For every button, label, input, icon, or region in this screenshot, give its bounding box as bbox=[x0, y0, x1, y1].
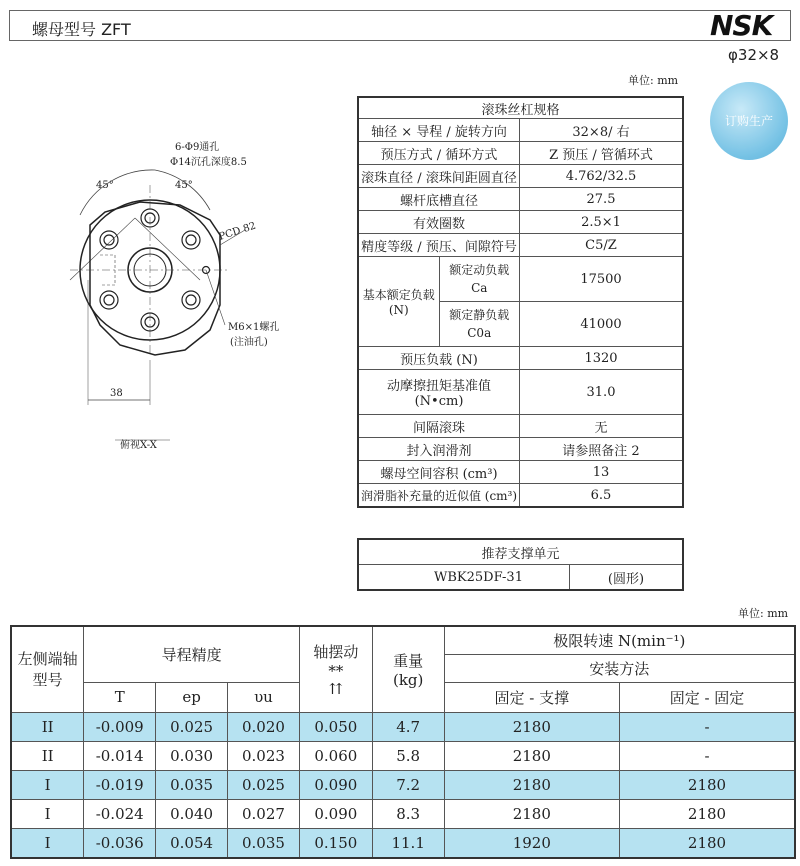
cell-weight: 8.3 bbox=[372, 799, 444, 828]
cell-weight: 4.7 bbox=[372, 712, 444, 741]
cell-vu: 0.027 bbox=[228, 799, 300, 828]
spec-value: 请参照备注 2 bbox=[520, 438, 684, 461]
dyn-load-cell bbox=[439, 257, 520, 302]
dyn-load-symbol: Ca bbox=[471, 281, 488, 295]
cell-weight: 5.8 bbox=[372, 741, 444, 770]
cell-fixed-support: 2180 bbox=[444, 799, 619, 828]
angle-label-1: 45° bbox=[96, 180, 114, 191]
oil-hole-label: M6×1螺孔 bbox=[228, 322, 280, 333]
spec-value: 2.5×1 bbox=[520, 211, 684, 234]
spec-table bbox=[357, 96, 684, 508]
cell-type: II bbox=[11, 741, 84, 770]
spec-label: 封入润滑剂 bbox=[358, 438, 520, 461]
cell-T: -0.024 bbox=[84, 799, 156, 828]
torque-unit: (N•cm) bbox=[414, 394, 464, 409]
cell-type: I bbox=[11, 770, 84, 799]
table-row bbox=[11, 799, 795, 828]
cell-vu: 0.023 bbox=[228, 741, 300, 770]
cell-type: II bbox=[11, 712, 84, 741]
runout-label: 轴摆动 bbox=[313, 642, 359, 661]
spec-value: 无 bbox=[520, 415, 684, 438]
spec-value: 13 bbox=[520, 461, 684, 484]
static-load-label: 额定静负载 bbox=[449, 308, 510, 322]
cell-vu: 0.025 bbox=[228, 770, 300, 799]
table-row bbox=[11, 828, 795, 858]
cell-weight: 11.1 bbox=[372, 828, 444, 858]
header-vu: υu bbox=[228, 682, 300, 712]
cell-T: -0.019 bbox=[84, 770, 156, 799]
cell-fixed-fixed: - bbox=[620, 712, 795, 741]
torque-value: 31.0 bbox=[520, 370, 684, 415]
runout-symbol-icon: ⇈ bbox=[329, 679, 343, 698]
header-runout bbox=[299, 626, 372, 712]
header-weight bbox=[372, 626, 444, 712]
static-load-cell bbox=[439, 302, 520, 347]
cell-weight: 7.2 bbox=[372, 770, 444, 799]
header-T: T bbox=[84, 682, 156, 712]
nsk-logo: NSK bbox=[710, 9, 773, 42]
spec-label: 间隔滚珠 bbox=[358, 415, 520, 438]
spec-label: 螺母空间容积 (cm³) bbox=[358, 461, 520, 484]
cell-type: I bbox=[11, 799, 84, 828]
load-unit: (N) bbox=[388, 303, 409, 317]
spec-value: 4.762/32.5 bbox=[520, 165, 684, 188]
header-mount: 安装方法 bbox=[444, 654, 795, 682]
title-bar bbox=[9, 10, 791, 41]
order-badge[interactable]: 订购生产 bbox=[710, 82, 788, 160]
cell-fixed-support: 1920 bbox=[444, 828, 619, 858]
static-load-symbol: C0a bbox=[467, 326, 492, 340]
support-table bbox=[357, 538, 684, 591]
header-fixed-support: 固定 - 支撑 bbox=[444, 682, 619, 712]
dyn-load-value: 17500 bbox=[520, 257, 684, 302]
counterbore-note: Φ14沉孔深度8.5 bbox=[170, 157, 247, 168]
oil-hole-note: (注油孔) bbox=[230, 337, 268, 348]
runout-mark: ** bbox=[328, 661, 344, 680]
spec-label: 轴径 × 导程 / 旋转方向 bbox=[358, 119, 520, 142]
cell-fixed-fixed: 2180 bbox=[620, 828, 795, 858]
static-load-value: 41000 bbox=[520, 302, 684, 347]
dyn-load-label: 额定动负载 bbox=[449, 263, 510, 277]
spec-value: C5/Z bbox=[520, 234, 684, 257]
header-fixed-fixed: 固定 - 固定 bbox=[620, 682, 795, 712]
cell-fixed-fixed: - bbox=[620, 741, 795, 770]
spec-value: 27.5 bbox=[520, 188, 684, 211]
cell-type: I bbox=[11, 828, 84, 858]
spec-value: 6.5 bbox=[520, 484, 684, 508]
spec-label: 精度等级 / 预压、间隙符号 bbox=[358, 234, 520, 257]
cell-fixed-support: 2180 bbox=[444, 741, 619, 770]
cell-fixed-fixed: 2180 bbox=[620, 770, 795, 799]
diameter-label: φ32×8 bbox=[728, 46, 780, 64]
torque-cell bbox=[358, 370, 520, 415]
cell-T: -0.009 bbox=[84, 712, 156, 741]
spec-label: 滚珠直径 / 滚珠间距圆直径 bbox=[358, 165, 520, 188]
spec-label: 预压负载 (N) bbox=[358, 347, 520, 370]
spec-label: 有效圈数 bbox=[358, 211, 520, 234]
cell-ep: 0.054 bbox=[156, 828, 228, 858]
load-label: 基本额定负载 bbox=[362, 288, 435, 302]
spec-title: 滚珠丝杠规格 bbox=[358, 97, 683, 119]
pcd-label: PCD 82 bbox=[217, 220, 258, 243]
spec-label: 预压方式 / 循环方式 bbox=[358, 142, 520, 165]
cell-vu: 0.020 bbox=[228, 712, 300, 741]
cell-runout: 0.150 bbox=[299, 828, 372, 858]
cell-T: -0.036 bbox=[84, 828, 156, 858]
cell-ep: 0.025 bbox=[156, 712, 228, 741]
weight-label: 重量 bbox=[393, 651, 424, 670]
header-shaft-type: 左侧端轴型号 bbox=[11, 626, 84, 712]
support-title: 推荐支撑单元 bbox=[358, 539, 683, 565]
spec-value: 1320 bbox=[520, 347, 684, 370]
cell-ep: 0.030 bbox=[156, 741, 228, 770]
cell-ep: 0.035 bbox=[156, 770, 228, 799]
cell-fixed-fixed: 2180 bbox=[620, 799, 795, 828]
torque-label: 动摩擦扭矩基准值 bbox=[386, 379, 491, 394]
spec-label: 润滑脂补充量的近似值 (cm³) bbox=[358, 484, 520, 508]
spec-value: Z 预压 / 管循环式 bbox=[520, 142, 684, 165]
cell-runout: 0.050 bbox=[299, 712, 372, 741]
support-shape: (圆形) bbox=[570, 565, 684, 591]
spec-value: 32×8/ 右 bbox=[520, 119, 684, 142]
header-ep: ep bbox=[156, 682, 228, 712]
view-label: 俯视X-X bbox=[120, 440, 157, 451]
main-table bbox=[10, 625, 796, 859]
cell-vu: 0.035 bbox=[228, 828, 300, 858]
cell-runout: 0.060 bbox=[299, 741, 372, 770]
weight-unit: (kg) bbox=[392, 670, 424, 689]
cell-runout: 0.090 bbox=[299, 799, 372, 828]
unit-label-top: 单位: mm bbox=[628, 74, 679, 87]
angle-label-2: 45° bbox=[175, 180, 193, 191]
support-model: WBK25DF-31 bbox=[358, 565, 570, 591]
header-speed: 极限转速 N(min⁻¹) bbox=[444, 626, 795, 654]
load-group bbox=[358, 257, 439, 347]
cell-ep: 0.040 bbox=[156, 799, 228, 828]
header-lead-accuracy: 导程精度 bbox=[84, 626, 300, 682]
page-title: 螺母型号 ZFT bbox=[32, 20, 131, 39]
dim-38: 38 bbox=[110, 388, 123, 399]
table-row bbox=[11, 741, 795, 770]
cell-fixed-support: 2180 bbox=[444, 712, 619, 741]
cell-T: -0.014 bbox=[84, 741, 156, 770]
table-row bbox=[11, 770, 795, 799]
cell-fixed-support: 2180 bbox=[444, 770, 619, 799]
unit-label-bottom: 单位: mm bbox=[738, 607, 789, 620]
table-row bbox=[11, 712, 795, 741]
cell-runout: 0.090 bbox=[299, 770, 372, 799]
holes-note: 6-Φ9通孔 bbox=[175, 142, 220, 153]
nut-drawing bbox=[60, 130, 300, 460]
spec-label: 螺杆底槽直径 bbox=[358, 188, 520, 211]
